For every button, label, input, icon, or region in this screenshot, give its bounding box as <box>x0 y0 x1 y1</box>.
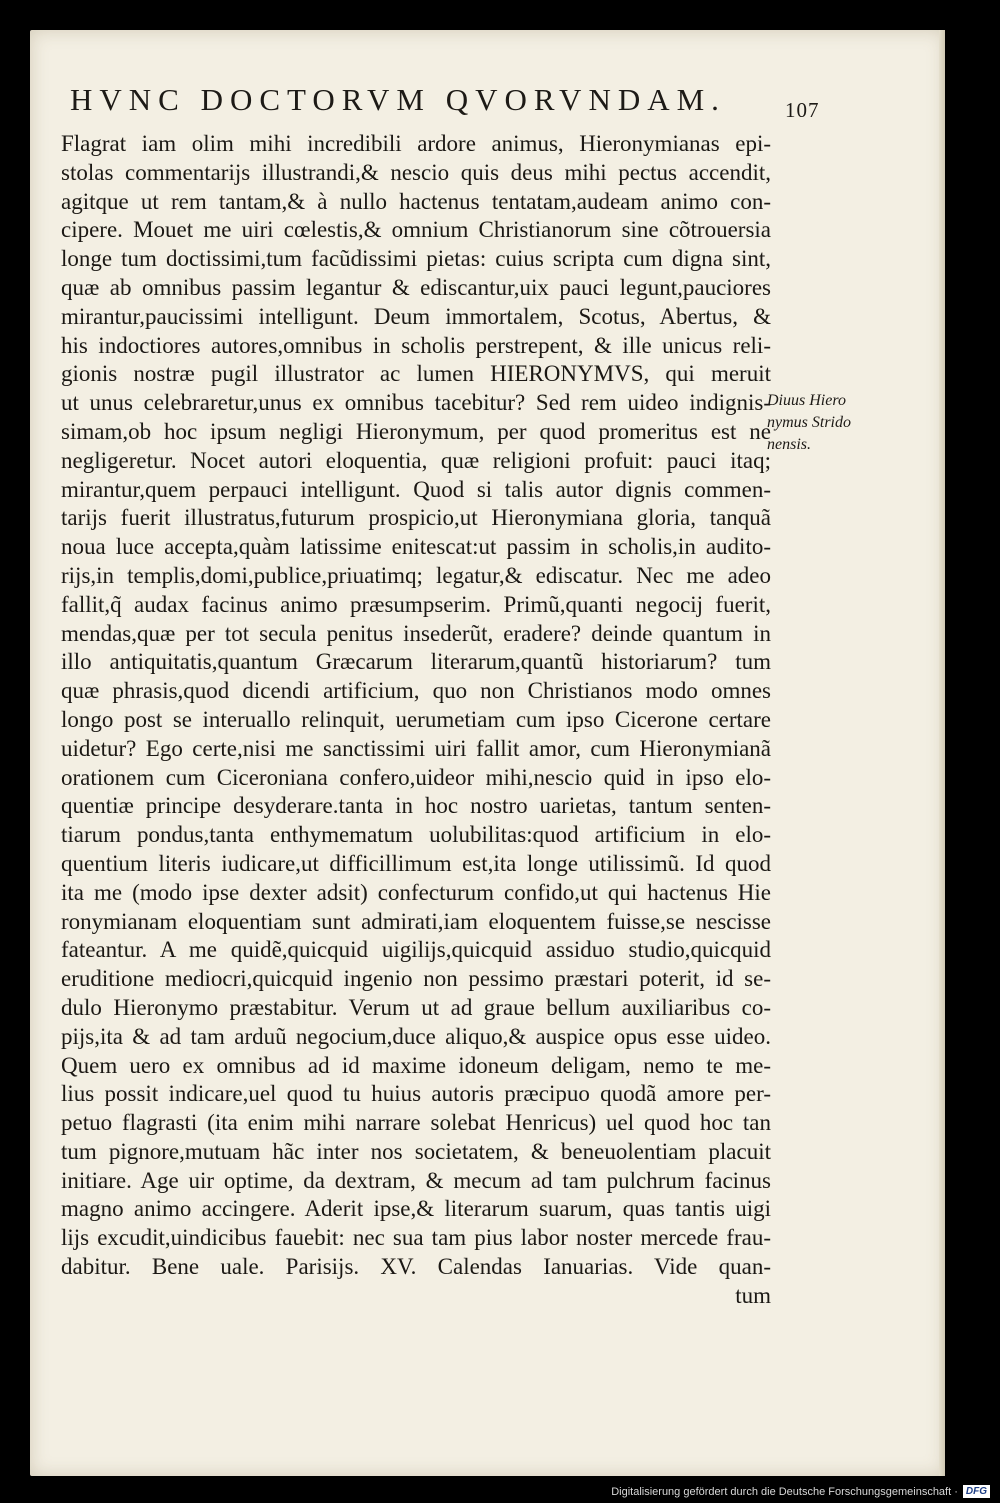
text-line: ita me (modo ipse dexter adsit) confecturum confido,ut qui hactenus Hie <box>61 879 771 905</box>
text-line: gionis nostræ pugil illustrator ac lumen HIERONYMVS, qui meruit <box>61 361 771 387</box>
text-line: dulo Hieronymo præstabitur. Verum ut ad graue bellum auxiliaribus co- <box>61 994 771 1020</box>
text-line: quæ phrasis,quod dicendi artificium, quo non Christianos modo omnes <box>61 678 771 704</box>
text-line: lius possit indicare,uel quod tu huius autoris præcipuo quodã amore per- <box>61 1081 771 1107</box>
text-line: longe tum doctissimi,tum facũdissimi pietas: cuius scripta cum digna sint, <box>61 246 771 272</box>
text-line: illo antiquitatis,quantum Græcarum literarum,quantũ historiarum? tum <box>61 649 771 675</box>
text-line: pijs,ita & ad tam arduũ negocium,duce aliquo,& auspice opus esse uideo. <box>61 1023 771 1049</box>
text-line: dabitur. Bene uale. Parisijs. XV. Calendas Ianuarias. Vide quan- <box>61 1254 771 1280</box>
text-line: tum pignore,mutuam hãc inter nos societatem, & beneuolentiam placuit <box>61 1138 771 1164</box>
text-line: quæ ab omnibus passim legantur & ediscantur,uix pauci legunt,pauciores <box>61 274 771 300</box>
text-line: rijs,in templis,domi,publice,priuatimq; legatur,& ediscatur. Nec me adeo <box>61 562 771 588</box>
marginal-note-line: nensis. <box>767 436 811 453</box>
text-line: longo post se interuallo relinquit, uerumetiam cum ipso Cicerone certare <box>61 706 771 732</box>
book-page <box>30 30 945 1476</box>
page-number: 107 <box>785 98 820 122</box>
text-line: Quem uero ex omnibus ad id maxime idoneum deligam, nemo te me- <box>61 1052 771 1078</box>
text-line: quentiæ principe desyderare.tanta in hoc nostro uarietas, tantum senten- <box>61 793 771 819</box>
text-line: lijs excudit,uindicibus fauebit: nec sua tam pius labor noster mercede frau- <box>61 1225 771 1251</box>
text-line: Flagrat iam olim mihi incredibili ardore animus, Hieronymianas epi- <box>61 131 771 156</box>
catchword: tum <box>735 1282 771 1308</box>
text-line: cipere. Mouet me uiri cœlestis,& omnium Christianorum sine cõtrouersia <box>61 217 771 243</box>
text-line: fateantur. A me quidẽ,quicquid uigilijs,quicquid assiduo studio,quicquid <box>61 937 771 963</box>
body-text <box>61 130 771 1311</box>
credit-text: Digitalisierung gefördert durch die Deutsche Forschungsgemeinschaft · <box>611 1485 958 1498</box>
text-line: orationem cum Ciceroniana confero,uideor mihi,nescio quid in ipso elo- <box>61 764 771 790</box>
text-line: agitque ut rem tantam,& à nullo hactenus tentatam,audeam animo con- <box>61 188 771 214</box>
text-line: fallit,q̃ audax facinus animo præsumpserim. Primũ,quanti negocij fuerit, <box>61 591 771 617</box>
page-edge <box>939 30 945 1476</box>
text-line: mendas,quæ per tot secula penitus insederũt, eradere? deinde quantum in <box>61 620 771 646</box>
dfg-logo: DFG <box>963 1485 990 1498</box>
text-line: his indoctiores autores,omnibus in scholis perstrepent, & ille unicus reli- <box>61 332 771 358</box>
marginal-note-line: Diuus Hiero <box>767 392 846 409</box>
running-title: HVNC DOCTORVM QVORVNDAM. <box>70 82 726 117</box>
text-line: petuo flagrasti (ita enim mihi narrare solebat Henricus) uel quod hoc tan <box>61 1110 771 1136</box>
text-line: mirantur,quem perpauci intelligunt. Quod si talis autor dignis commen- <box>61 476 771 502</box>
text-line: eruditione mediocri,quicquid ingenio non pessimo præstari poterit, id se- <box>61 966 771 992</box>
text-line: mirantur,paucissimi intelligunt. Deum immortalem, Scotus, Abertus, & <box>61 303 771 329</box>
text-line: negligeretur. Nocet autori eloquentia, quæ religioni profuit: pauci itaq; <box>61 447 771 473</box>
digitization-credit <box>611 1485 990 1498</box>
text-line: tarijs fuerit illustratus,futurum prospicio,ut Hieronymiana gloria, tanquã <box>61 505 771 531</box>
text-line: ronymianam eloquentiam sunt admirati,iam eloquentem fuisse,se nescisse <box>61 908 771 934</box>
marginal-note-line: nymus Strido <box>767 414 851 431</box>
text-line: ut unus celebraretur,unus ex omnibus tacebitur? Sed rem uideo indignis- <box>61 390 771 416</box>
text-line: simam,ob hoc ipsum negligi Hieronymum, per quod promeritus est ne <box>61 418 771 444</box>
text-line: quentium literis iudicare,ut difficillimum est,ita longe utilissimũ. Id quod <box>61 850 771 876</box>
text-line: initiare. Age uir optime, da dextram, & mecum ad tam pulchrum facinus <box>61 1167 771 1193</box>
text-line: magno animo accingere. Aderit ipse,& literarum suarum, quas tantis uigi <box>61 1196 771 1222</box>
text-line: noua luce accepta,quàm latissime enitescat:ut passim in scholis,in audito- <box>61 534 771 560</box>
text-line: tiarum pondus,tanta enthymematum uolubilitas:quod artificium in elo- <box>61 822 771 848</box>
text-line: stolas commentarijs illustrandi,& nescio quis deus mihi pectus accendit, <box>61 159 771 185</box>
text-line: uidetur? Ego certe,nisi me sanctissimi uiri fallit amor, cum Hieronymianã <box>61 735 771 761</box>
marginal-note <box>767 390 851 456</box>
